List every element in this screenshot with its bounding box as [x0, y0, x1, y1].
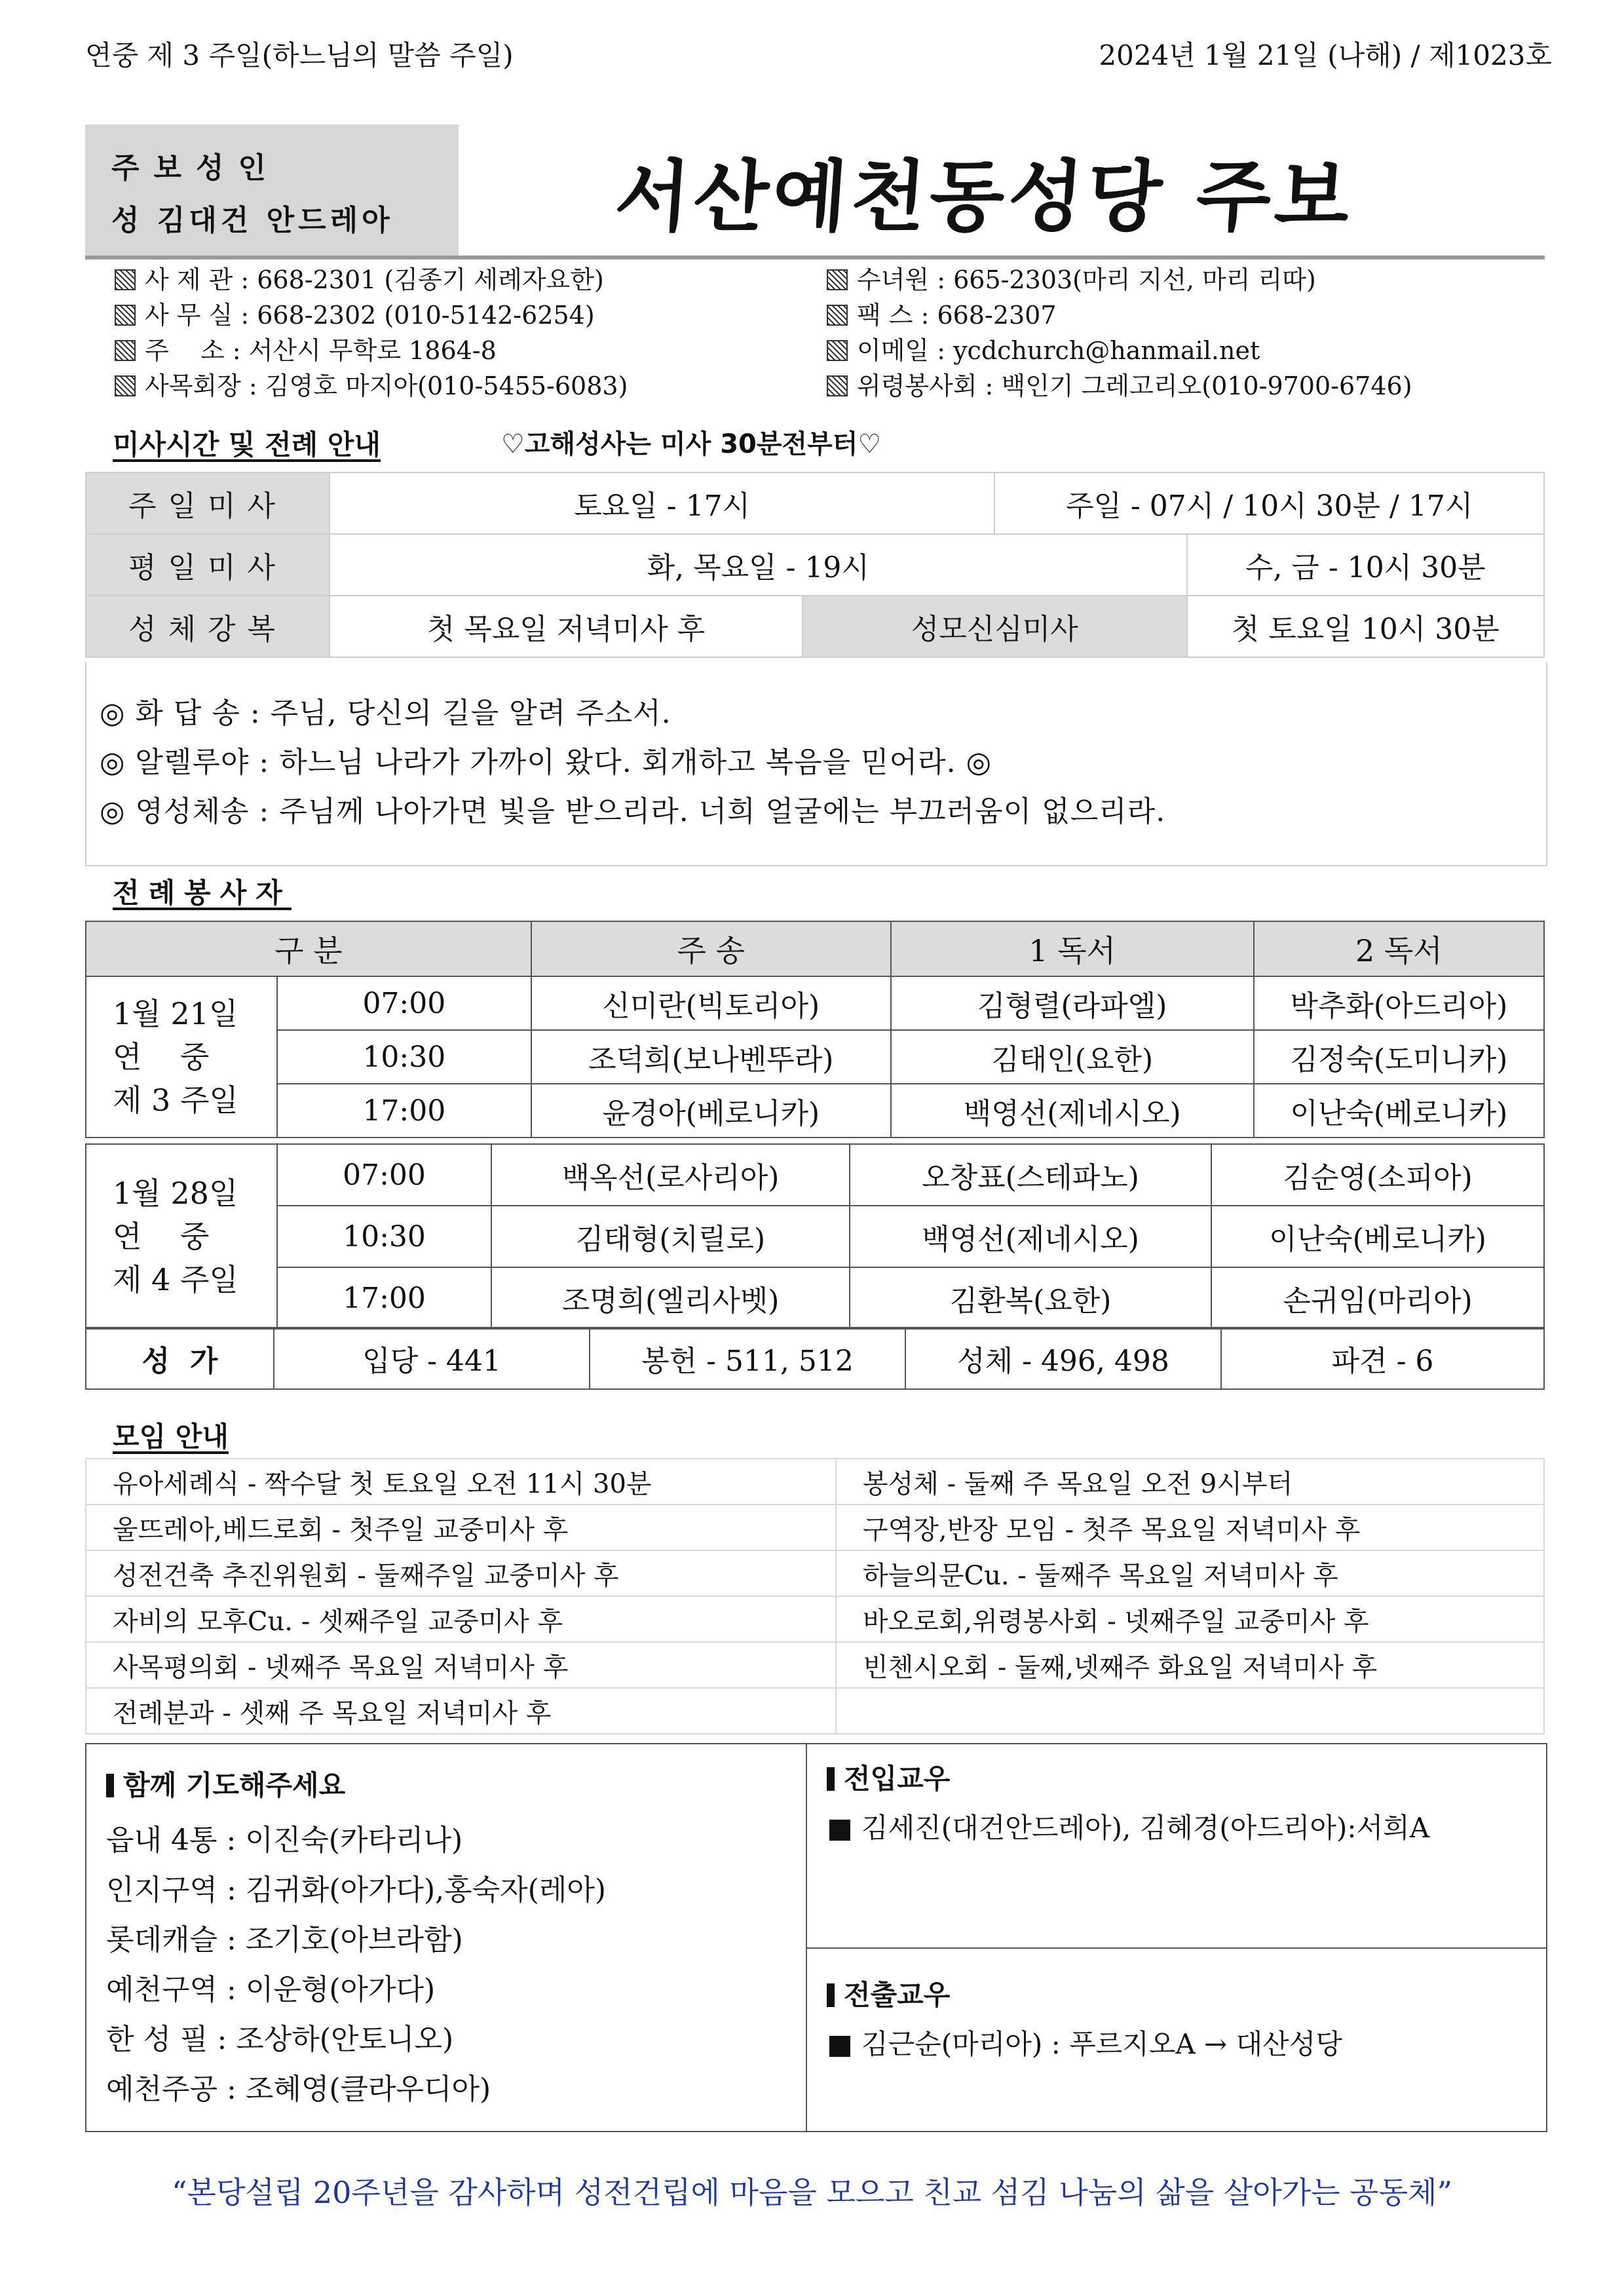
- hymn-offertory: 봉헌 - 511, 512: [590, 1328, 905, 1389]
- weekday-evening-times: 화, 목요일 - 19시: [330, 534, 1187, 596]
- transfer-out-title: 전출교우: [827, 1974, 950, 2013]
- hymns-label: 성 가: [86, 1328, 274, 1389]
- confession-note: ♡고해성사는 미사 30분전부터♡: [501, 429, 882, 459]
- meeting-item: 사목평의회 - 넷째주 목요일 저녁미사 후: [86, 1642, 836, 1688]
- week1-season: 연 중: [113, 1039, 210, 1075]
- meeting-item: 전례분과 - 셋째 주 목요일 저녁미사 후: [86, 1688, 836, 1734]
- patron-name: 성 김대건 안드레아: [111, 204, 394, 237]
- week2-sunday: 제 4 주일: [113, 1262, 238, 1297]
- issue-date: 2024년 1월 21일 (나해) / 제1023호: [1099, 39, 1552, 71]
- prayer-item: 한 성 필 : 조상하(안토니오): [106, 2023, 454, 2056]
- meeting-item: [836, 1688, 1544, 1734]
- sunday-mass-label: 주일미사: [86, 472, 330, 534]
- parish-motto: “본당설립 20주년을 감사하며 성전건립에 마음을 모으고 친교 섬김 나눔의 삶을 살아가는 공동체”: [172, 2175, 1452, 2210]
- hymn-entrance: 입당 - 441: [274, 1328, 590, 1389]
- first-reader: 김환복(요한): [850, 1267, 1211, 1329]
- mass-time: 17:00: [277, 1267, 491, 1329]
- sunday-times: 주일 - 07시 / 10시 30분 / 17시: [994, 472, 1544, 534]
- readings-box: [85, 662, 1547, 866]
- chant-server: 조덕희(보나벤뚜라): [531, 1030, 891, 1084]
- servers-week1-table: [85, 921, 1545, 1138]
- checkbox-icon: [827, 305, 848, 326]
- chant-server: 윤경아(베로니카): [531, 1084, 891, 1138]
- week1-date: 1월 21일: [113, 996, 238, 1031]
- second-reader: 이난숙(베로니카): [1211, 1206, 1544, 1267]
- week1-sunday: 제 3 주일: [113, 1082, 238, 1118]
- week2-date-cell: [86, 1144, 277, 1329]
- contact-line: 위령봉사회 : 백인기 그레고리오(010-9700-6746): [827, 368, 1412, 404]
- communion-antiphon: ◎ 영성체송 : 주님께 나아가면 빛을 받으리라. 너희 얼굴에는 부끄러움이 없으리라.: [100, 795, 1166, 828]
- week2-season: 연 중: [113, 1219, 210, 1254]
- header-chant: 주 송: [531, 921, 891, 976]
- hymn-communion: 성체 - 496, 498: [905, 1328, 1221, 1389]
- checkbox-icon: [827, 340, 848, 361]
- second-reader: 박추화(아드리아): [1254, 976, 1544, 1030]
- servers-section-title: 전례봉사자: [113, 877, 292, 909]
- first-reader: 백영선(제네시오): [850, 1206, 1211, 1267]
- prayer-title: 함께 기도해주세요: [106, 1764, 345, 1803]
- first-reader: 백영선(제네시오): [891, 1084, 1254, 1138]
- second-reader: 손귀임(마리아): [1211, 1267, 1544, 1329]
- chant-server: 신미란(빅토리아): [531, 976, 891, 1030]
- contact-line: 사 무 실 : 668-2302 (010-5142-6254): [115, 297, 628, 333]
- hymn-recessional: 파견 - 6: [1221, 1328, 1544, 1389]
- sunday-saturday-time: 토요일 - 17시: [330, 472, 994, 534]
- transfer-in-text: ■ 김세진(대건안드레아), 김혜경(아드리아):서희A: [827, 1812, 1430, 1844]
- mass-section-title: 미사시간 및 전례 안내: [113, 429, 381, 461]
- marian-mass-label: 성모신심미사: [803, 596, 1187, 657]
- contact-line: 팩 스 : 668-2307: [827, 297, 1412, 333]
- meetings-table: [85, 1458, 1545, 1734]
- mass-time: 10:30: [277, 1030, 531, 1084]
- transfer-in-title: 전입교우: [827, 1757, 950, 1797]
- meeting-item: 울뜨레아,베드로회 - 첫주일 교중미사 후: [86, 1504, 836, 1550]
- meeting-item: 자비의 모후Cu. - 셋째주일 교중미사 후: [86, 1596, 836, 1642]
- patron-label: 주보성인: [111, 151, 281, 185]
- alleluia-verse: ◎ 알렐루야 : 하느님 나라가 가까이 왔다. 회개하고 복음을 믿어라. ◎: [100, 746, 992, 779]
- week1-date-cell: [86, 976, 277, 1138]
- checkbox-icon: [115, 340, 136, 361]
- weekday-morning-times: 수, 금 - 10시 30분: [1187, 534, 1544, 596]
- header-division: 구 분: [86, 921, 531, 976]
- contact-line: 사 제 관 : 668-2301 (김종기 세례자요한): [115, 262, 628, 297]
- checkbox-icon: [827, 269, 848, 290]
- contacts-right: [827, 262, 1412, 404]
- liturgical-day: 연중 제 3 주일(하느님의 말씀 주일): [85, 39, 514, 71]
- column-divider: [806, 1744, 807, 2131]
- mass-times-table: [85, 472, 1545, 658]
- contacts-left: [115, 262, 628, 404]
- second-reader: 김순영(소피아): [1211, 1144, 1544, 1206]
- meetings-section-title: 모임 안내: [113, 1421, 229, 1453]
- prayer-item: 인지구역 : 김귀화(아가다),홍숙자(레아): [106, 1873, 607, 1907]
- adoration-time: 첫 목요일 저녁미사 후: [330, 596, 803, 657]
- marian-mass-time: 첫 토요일 10시 30분: [1187, 596, 1544, 657]
- second-reader: 김정숙(도미니카): [1254, 1030, 1544, 1084]
- mass-time: 07:00: [277, 976, 531, 1030]
- prayer-item: 예천주공 : 조혜영(클라우디아): [106, 2073, 491, 2106]
- contact-line: 주 소 : 서산시 무학로 1864-8: [115, 333, 628, 368]
- header-second-reading: 2 독서: [1254, 921, 1544, 976]
- meeting-item: 성전건축 추진위원회 - 둘째주일 교중미사 후: [86, 1550, 836, 1596]
- first-reader: 김태인(요한): [891, 1030, 1254, 1084]
- chant-server: 백옥선(로사리아): [491, 1144, 850, 1206]
- contact-line: 이메일 : ycdchurch@hanmail.net: [827, 333, 1412, 368]
- responsorial-psalm: ◎ 화 답 송 : 주님, 당신의 길을 알려 주소서.: [100, 697, 671, 730]
- bulletin-title: 서산예천동성당 주보: [612, 151, 1357, 242]
- meeting-item: 바오로회,위령봉사회 - 넷째주일 교중미사 후: [836, 1596, 1544, 1642]
- servers-week2-table: [85, 1143, 1545, 1330]
- meeting-item: 하늘의문Cu. - 둘째주 목요일 저녁미사 후: [836, 1550, 1544, 1596]
- hymns-table: [85, 1327, 1545, 1390]
- prayer-item: 롯데캐슬 : 조기호(아브라함): [106, 1923, 463, 1957]
- first-reader: 김형렬(라파엘): [891, 976, 1254, 1030]
- announcements-box: [85, 1743, 1547, 2132]
- checkbox-icon: [115, 269, 136, 290]
- checkbox-icon: [115, 375, 136, 396]
- adoration-label: 성체강복: [86, 596, 330, 657]
- prayer-item: 예천구역 : 이운형(아가다): [106, 1973, 436, 2006]
- chant-server: 조명희(엘리사벳): [491, 1267, 850, 1329]
- chant-server: 김태형(치릴로): [491, 1206, 850, 1267]
- title-divider: [85, 256, 1545, 259]
- mass-time: 07:00: [277, 1144, 491, 1206]
- first-reader: 오창표(스테파노): [850, 1144, 1211, 1206]
- meeting-item: 구역장,반장 모임 - 첫주 목요일 저녁미사 후: [836, 1504, 1544, 1550]
- transfer-out-text: ■ 김근순(마리아) : 푸르지오A → 대산성당: [827, 2028, 1342, 2060]
- contact-line: 사목회장 : 김영호 마지아(010-5455-6083): [115, 368, 628, 404]
- mass-time: 17:00: [277, 1084, 531, 1138]
- week2-date: 1월 28일: [113, 1176, 238, 1211]
- meeting-item: 봉성체 - 둘째 주 목요일 오전 9시부터: [836, 1459, 1544, 1504]
- row-divider: [806, 1947, 1546, 1949]
- weekday-mass-label: 평일미사: [86, 534, 330, 596]
- contact-line: 수녀원 : 665-2303(마리 지선, 마리 리따): [827, 262, 1412, 297]
- checkbox-icon: [827, 375, 848, 396]
- meeting-item: 빈첸시오회 - 둘째,넷째주 화요일 저녁미사 후: [836, 1642, 1544, 1688]
- checkbox-icon: [115, 305, 136, 326]
- meeting-item: 유아세례식 - 짝수달 첫 토요일 오전 11시 30분: [86, 1459, 836, 1504]
- header-first-reading: 1 독서: [891, 921, 1254, 976]
- prayer-item: 읍내 4통 : 이진숙(카타리나): [106, 1824, 463, 1857]
- mass-time: 10:30: [277, 1206, 491, 1267]
- patron-saint-box: [85, 124, 459, 256]
- second-reader: 이난숙(베로니카): [1254, 1084, 1544, 1138]
